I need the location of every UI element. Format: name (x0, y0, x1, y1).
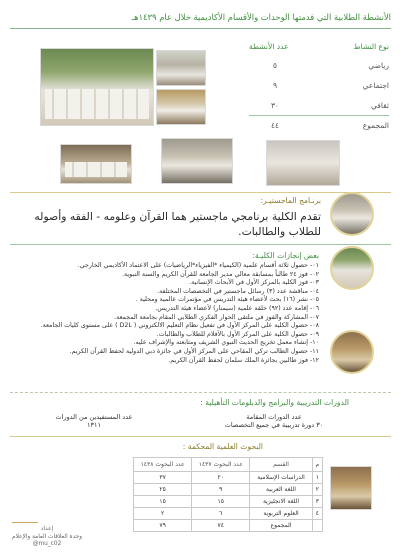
research-index: ١ (312, 472, 322, 484)
footer (12, 526, 82, 548)
achievements-list (16, 262, 319, 365)
research-total-1437: ٧٤ (192, 520, 250, 532)
research-index: ٤ (312, 508, 322, 520)
achievement-item: ١١- حصول الطالب تركي المقاحي على المركز الأول في جائزة دبي الدولية لحفظ القرآن الكريم. (69, 347, 319, 355)
research-dept: الدراسات الإسلامية (250, 472, 312, 484)
research-dept: اللغة الانجليزية (250, 496, 312, 508)
footer-unit: وحدة العلاقات العامة والإعلام (12, 533, 82, 540)
hall-photo (266, 140, 340, 186)
research-row (134, 484, 323, 496)
research-count-1438: ٢٥ (134, 484, 192, 496)
masters-heading: برنـامج الماجستيـر: (260, 196, 321, 205)
lecture-photo (161, 138, 233, 184)
section-divider (10, 392, 391, 393)
achievement-item: ٠٨- حصول الكلية على المركز الأول في تفعيل نظام التعليم الالكتروني ( D2L ) على مستوى كليات الجامعة. (40, 322, 319, 330)
achievement-item: ١٠- إنشاء معمل تخريج الحديث النبوي الشريف ومتابعته والإشراف عليه. (133, 339, 319, 347)
footer-prepared-by: إعداد (40, 526, 54, 533)
activity-count: ٥ (272, 60, 278, 70)
achievement-item: ٠٤- مناقشة عدد (٣) رسائل ماجستير في التخصصات المختلفة. (157, 287, 319, 295)
research-dept: العلوم التربوية (250, 508, 312, 520)
activity-type: ثقافي (370, 100, 389, 110)
achievement-item: ٠٧- المشاركة والفوز في ملتقى الحوار الفكري الطلابي المقام بجامعة المجمعة. (114, 313, 319, 321)
achievement-item: ٠٦- إقامة عدد (٩٢) حلقة علمية (سيمنار) لأعضاء هيئة التدريس. (155, 304, 319, 312)
activity-row (249, 55, 389, 75)
activity-total-row (249, 115, 389, 135)
courses-count-label: عدد الدورات المقامة (246, 413, 302, 421)
masters-text: تقدم الكلية برنامجي ماجستير هما القرآن وعلومه - الفقه وأصوله للطلاب والطالبات. (34, 210, 321, 238)
masters-photo (330, 192, 374, 236)
research-count-1437: ٩ (192, 484, 250, 496)
research-count-1438: ٢ (134, 508, 192, 520)
activity-count: ٩ (272, 80, 278, 90)
research-count-1438: ١٥ (134, 496, 192, 508)
research-table (133, 457, 323, 532)
achievements-heading: بعض إنجازات الكليـة: (252, 251, 319, 260)
activity-row (249, 95, 389, 115)
research-count-1437: ٦ (192, 508, 250, 520)
research-row (134, 472, 323, 484)
event-photo (156, 50, 206, 86)
achievement-item: ٠٢- فوز ٢٤ طالباً بمسابقة معالي مدير الجامعة للقرآن الكريم والسنة النبوية. (122, 270, 319, 278)
research-total-row (134, 520, 323, 532)
beneficiaries-label: عدد المستفيدين من الدورات (55, 413, 133, 421)
research-header-index: م (312, 458, 322, 472)
research-heading: البحوث العلمية المحكمة : (182, 442, 263, 451)
research-row (134, 508, 323, 520)
achievement-item: ١٢- فوز طالبين بجائزة الملك سلمان لحفظ القرآن الكريم. (168, 356, 319, 364)
research-row (134, 496, 323, 508)
event-photo (156, 89, 206, 125)
research-dept: اللغة العربية (250, 484, 312, 496)
research-count-1437: ١٥ (192, 496, 250, 508)
achievements-photo (330, 330, 374, 374)
research-index: ٣ (312, 496, 322, 508)
title-divider (10, 28, 391, 29)
beneficiaries-value: ١٣١١ (87, 421, 101, 429)
research-header-1437: عدد البحوث ١٤٣٧ (192, 458, 250, 472)
research-count-1437: ٢٠ (192, 472, 250, 484)
research-total-label: المجموع (250, 520, 312, 532)
ceremony-photo (60, 144, 132, 184)
achievements-photo (330, 246, 374, 290)
achievement-item: ٠٥- نشر (١٦) بحث لأعضاء هيئة التدريس في مؤتمرات عالمية ومحلية . (135, 296, 319, 304)
activities-table (249, 42, 389, 135)
courses-summary (19, 411, 349, 429)
research-count-1438: ٣٧ (134, 472, 192, 484)
achievement-item: ٠١- حصول ثلاثة أقسام علمية (الكيمياء *الفيزياء*الرياضيات) على الاعتماد الأكاديمي الخارجي. (77, 262, 319, 269)
section-divider (10, 244, 391, 245)
achievement-item: ٠٣- فوز الكلية بالمركز الأول في الأبحاث الإنسانية. (189, 279, 319, 287)
activities-count-header: عدد الأنشطة (249, 42, 289, 51)
activity-type: رياضي (368, 60, 389, 70)
group-photo (40, 48, 154, 126)
books-photo (330, 466, 372, 510)
activity-row (249, 75, 389, 95)
research-total-1438: ٧٩ (134, 520, 192, 532)
activity-type: اجتماعي (362, 80, 389, 90)
achievement-item: ٠٩- حصول الكلية على المركز الأول بالأفلام للطلاب والطالبات. (156, 330, 319, 338)
activities-type-header: نوع النشاط (353, 42, 389, 51)
research-header-1438: عدد البحوث ١٤٣٨ (134, 458, 192, 472)
page-title: الأنشطة الطلابية التي قدمتها الوحدات والأقسام الأكاديمية خلال عام ١٤٣٩هـ (131, 12, 391, 22)
research-index: ٢ (312, 484, 322, 496)
section-divider (10, 192, 391, 193)
activity-count: ٣٠ (270, 100, 280, 110)
research-header-dept: القسم (250, 458, 312, 472)
courses-heading: الدورات التدريبية والبرامج والدبلومات التأهيلية : (200, 398, 349, 407)
section-divider (10, 436, 391, 437)
activity-type: المجموع (362, 121, 389, 130)
footer-handle: @mu_c02 (32, 540, 62, 547)
courses-count-value: ٣٠ دورة تدريبية في جميع التخصصات (224, 421, 324, 429)
activity-count: ٤٤ (270, 121, 280, 130)
university-logo (12, 510, 38, 523)
